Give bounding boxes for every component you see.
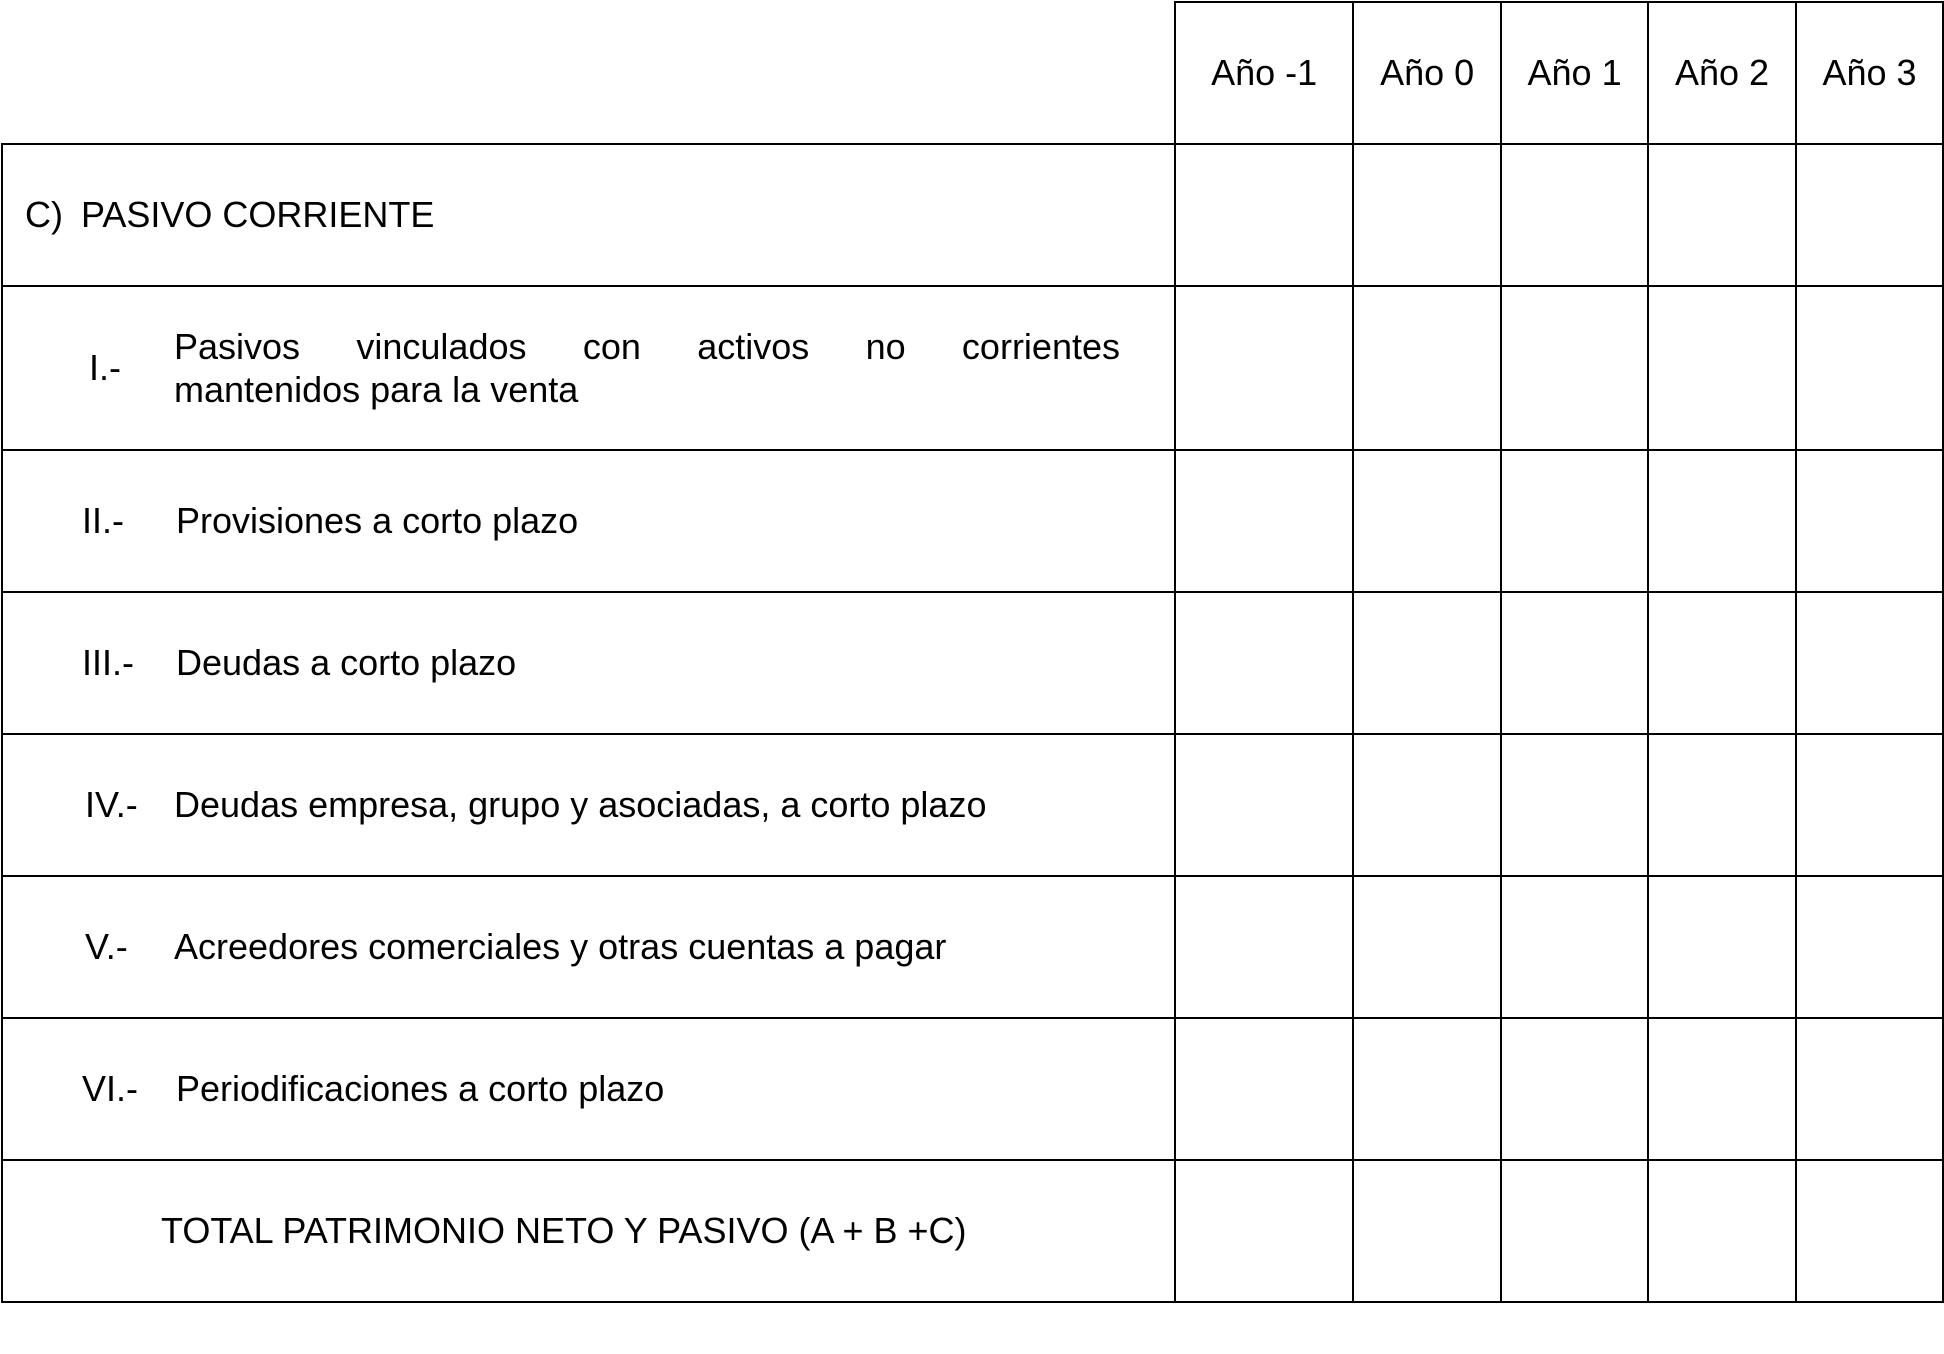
item-numeral: V.- [85,926,128,967]
item-numeral: IV.- [85,784,138,825]
item-numeral: II.- [82,500,124,541]
value-cell[interactable] [1353,1018,1501,1160]
section-label-cell [2,144,1175,286]
value-cell[interactable] [1175,144,1353,286]
item-row [2,876,1943,1018]
value-cell[interactable] [1353,734,1501,876]
total-label: TOTAL PATRIMONIO NETO Y PASIVO (A + B +C) [161,1210,967,1251]
item-numeral: III.- [82,642,134,683]
year-header: Año 2 [1648,2,1796,144]
value-cell[interactable] [1501,876,1648,1018]
value-cell[interactable] [1175,1160,1353,1302]
value-cell[interactable] [1796,286,1943,450]
total-label-cell [2,1160,1175,1302]
item-label-cell [2,450,1175,592]
value-cell[interactable] [1501,734,1648,876]
passive-balance-table [1,1,1944,1303]
value-cell[interactable] [1648,1018,1796,1160]
value-cell[interactable] [1501,450,1648,592]
item-row [2,592,1943,734]
value-cell[interactable] [1501,592,1648,734]
value-cell[interactable] [1648,876,1796,1018]
item-row [2,1018,1943,1160]
value-cell[interactable] [1648,450,1796,592]
value-cell[interactable] [1648,1160,1796,1302]
value-cell[interactable] [1796,734,1943,876]
value-cell[interactable] [1353,1160,1501,1302]
value-cell[interactable] [1353,144,1501,286]
section-prefix: C) [25,194,63,235]
value-cell[interactable] [1796,876,1943,1018]
value-cell[interactable] [1648,286,1796,450]
value-cell[interactable] [1796,1018,1943,1160]
item-label: Deudas a corto plazo [176,642,517,683]
total-row [2,1160,1943,1302]
item-label-line: mantenidos para la venta [174,369,579,410]
value-cell[interactable] [1648,592,1796,734]
value-cell[interactable] [1501,286,1648,450]
item-row [2,734,1943,876]
value-cell[interactable] [1648,734,1796,876]
section-title: PASIVO CORRIENTE [81,194,435,235]
value-cell[interactable] [1501,1018,1648,1160]
item-label-cell [2,592,1175,734]
value-cell[interactable] [1353,286,1501,450]
value-cell[interactable] [1501,1160,1648,1302]
header-row [2,2,1943,144]
header-blank-cell [2,2,1175,144]
item-label-cell [2,876,1175,1018]
value-cell[interactable] [1796,1160,1943,1302]
value-cell[interactable] [1175,592,1353,734]
year-header: Año 1 [1501,2,1648,144]
item-label: Provisiones a corto plazo [176,500,579,541]
item-label-line: Pasivos vinculados con activos no corrientes [174,326,1120,367]
value-cell[interactable] [1175,876,1353,1018]
value-cell[interactable] [1353,450,1501,592]
item-label-cell [2,1018,1175,1160]
year-header: Año 0 [1353,2,1501,144]
item-numeral: I.- [89,347,121,388]
section-row-pasivo-corriente [2,144,1943,286]
value-cell[interactable] [1175,734,1353,876]
year-header: Año 3 [1796,2,1943,144]
item-label: Acreedores comerciales y otras cuentas a pagar [174,926,947,967]
item-row [2,450,1943,592]
value-cell[interactable] [1175,286,1353,450]
value-cell[interactable] [1175,450,1353,592]
value-cell[interactable] [1175,1018,1353,1160]
value-cell[interactable] [1353,876,1501,1018]
value-cell[interactable] [1796,144,1943,286]
value-cell[interactable] [1648,144,1796,286]
item-numeral: VI.- [82,1068,139,1109]
item-label [174,325,1120,411]
item-row [2,286,1943,450]
item-label-cell [2,734,1175,876]
item-label: Deudas empresa, grupo y asociadas, a corto plazo [174,784,987,825]
item-label: Periodificaciones a corto plazo [176,1068,665,1109]
value-cell[interactable] [1501,144,1648,286]
value-cell[interactable] [1796,592,1943,734]
year-header: Año -1 [1175,2,1353,144]
value-cell[interactable] [1353,592,1501,734]
item-label-cell [2,286,1175,450]
value-cell[interactable] [1796,450,1943,592]
